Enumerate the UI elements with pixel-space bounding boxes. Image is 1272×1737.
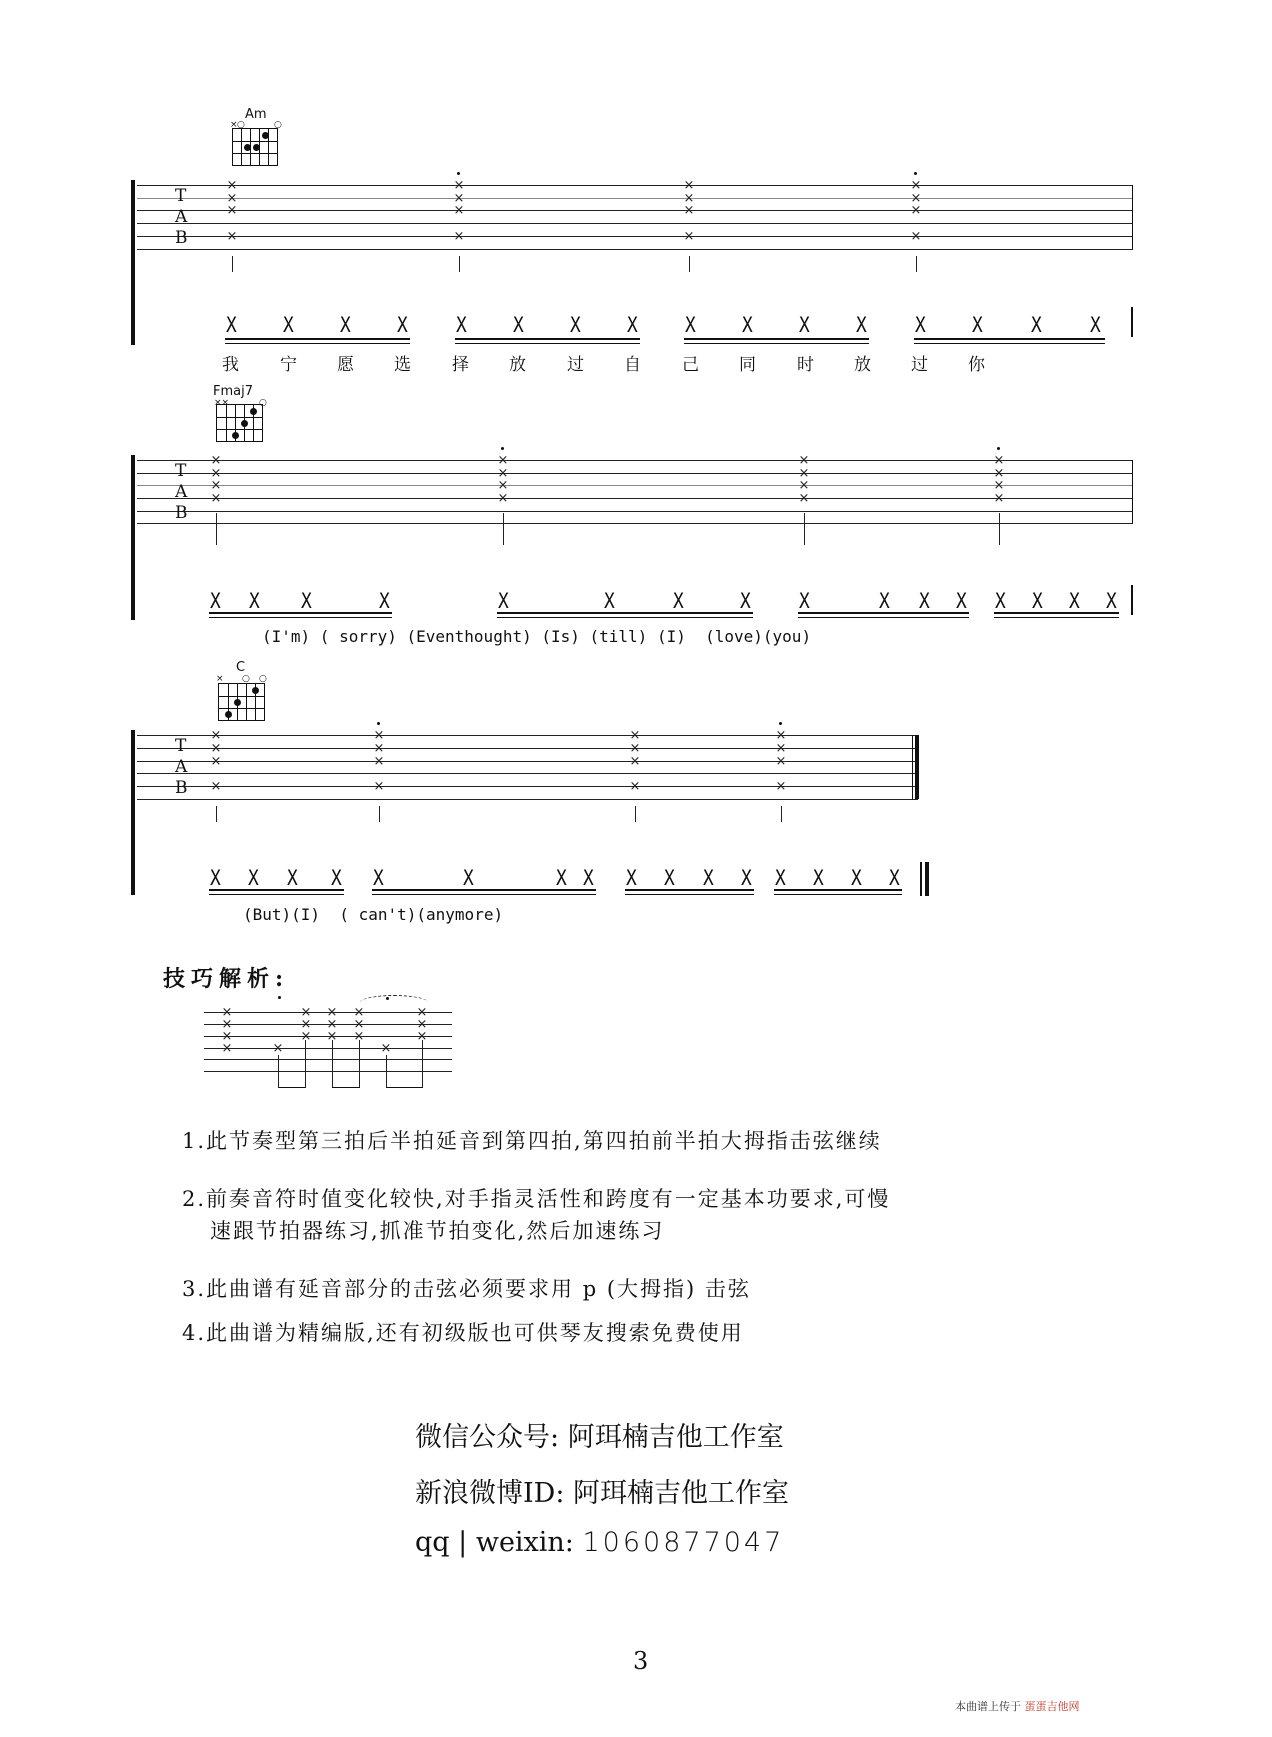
rhythm-x: X <box>741 313 753 337</box>
x-note-icon: × <box>629 779 641 794</box>
open-string-icon: ○ <box>259 398 267 408</box>
stem <box>781 806 782 822</box>
rhythm-x: X <box>455 313 467 337</box>
lyric-char: 时 <box>797 355 814 375</box>
x-note-icon: × <box>210 754 222 769</box>
rhythm-x: X <box>918 589 930 613</box>
open-string-icon: ○ <box>259 674 267 684</box>
staff-line <box>137 761 918 762</box>
rhythm-x: X <box>855 313 867 337</box>
barline <box>1132 460 1133 523</box>
beam <box>625 894 754 895</box>
x-note-icon: × <box>210 466 222 481</box>
chord-diagram-fmaj7 <box>216 404 263 442</box>
staccato-dot-icon <box>377 722 380 725</box>
x-note-icon: × <box>683 229 695 244</box>
rhythm-x: X <box>798 589 810 613</box>
rhythm-x: X <box>282 313 294 337</box>
rhythm-x: X <box>1031 589 1043 613</box>
tab-letter-a: A <box>175 207 188 227</box>
staff-line <box>204 1048 452 1049</box>
staccato-dot-icon <box>914 172 917 175</box>
beam <box>497 617 753 618</box>
x-note-icon: × <box>226 178 238 193</box>
staff-line <box>204 1059 452 1060</box>
staff-line <box>137 786 918 787</box>
muted-string-icon: × <box>230 120 238 130</box>
staff-line <box>137 185 1133 186</box>
tab-letter-t: T <box>175 461 187 481</box>
x-note-icon: × <box>775 779 787 794</box>
rhythm-x: X <box>603 589 615 613</box>
rhythm-x: X <box>582 866 594 890</box>
rhythm-x: X <box>812 866 824 890</box>
measure-end-bar <box>1131 585 1133 615</box>
x-note-icon: × <box>453 191 465 206</box>
beam <box>455 343 640 344</box>
stem <box>379 806 380 822</box>
rhythm-x: X <box>1089 313 1101 337</box>
stem <box>305 1040 306 1087</box>
tab-letter-b: B <box>175 228 188 248</box>
technique-note-4: 4.此曲谱为精编版,还有初级版也可供琴友搜索免费使用 <box>182 1321 744 1345</box>
x-note-icon: × <box>210 741 222 756</box>
lyric-char: 选 <box>394 355 411 375</box>
stem <box>386 1055 387 1087</box>
watermark-text: 本曲谱上传于 <box>955 1700 1021 1713</box>
stem <box>359 1040 360 1087</box>
x-note-icon: × <box>775 741 787 756</box>
staff-line <box>137 460 1133 461</box>
beam <box>774 889 902 891</box>
x-note-icon: × <box>798 478 810 493</box>
beam <box>684 338 869 340</box>
staff-line <box>137 473 1133 474</box>
stem <box>278 1055 279 1087</box>
x-note-icon: × <box>210 453 222 468</box>
x-note-icon: × <box>353 1005 365 1020</box>
x-note-icon: × <box>221 1029 233 1044</box>
stem <box>503 513 504 545</box>
rhythm-x: X <box>914 313 926 337</box>
lyric-char: 放 <box>509 355 526 375</box>
x-note-icon: × <box>326 1017 338 1032</box>
x-note-icon: × <box>775 728 787 743</box>
staff-line <box>137 511 1133 512</box>
beam <box>209 894 344 895</box>
technique-note-2-cont: 速跟节拍器练习,抓准节拍变化,然后加速练习 <box>210 1219 665 1243</box>
x-note-icon: × <box>453 203 465 218</box>
x-note-icon: × <box>910 191 922 206</box>
stem <box>216 806 217 822</box>
stem <box>999 513 1000 545</box>
rhythm-x: X <box>672 589 684 613</box>
staff-line <box>137 748 918 749</box>
lyric-char: 过 <box>911 355 928 375</box>
rhythm-x: X <box>1030 313 1042 337</box>
rhythm-x: X <box>971 313 983 337</box>
staff-line <box>204 1071 452 1072</box>
beam <box>497 612 753 614</box>
technique-heading: 技巧解析: <box>163 966 290 992</box>
x-note-icon: × <box>910 203 922 218</box>
open-string-icon: ○ <box>242 674 250 684</box>
staff-line <box>137 223 1133 224</box>
lyrics-row: (I'm) ( sorry) (Eventhought) (Is) (till) (I) (love)(you) <box>262 627 812 646</box>
chord-diagram-am <box>232 128 278 166</box>
rhythm-x: X <box>994 589 1006 613</box>
beam <box>774 894 902 895</box>
x-note-icon: × <box>993 478 1005 493</box>
beam <box>455 338 640 340</box>
rhythm-x: X <box>209 866 221 890</box>
rhythm-x: X <box>497 589 509 613</box>
x-note-icon: × <box>993 466 1005 481</box>
rhythm-x: X <box>330 866 342 890</box>
rhythm-x: X <box>740 866 752 890</box>
open-string-icon: ○ <box>274 120 282 130</box>
stem <box>332 1040 333 1087</box>
beam <box>278 1087 306 1088</box>
rhythm-x: X <box>702 866 714 890</box>
x-note-icon: × <box>353 1029 365 1044</box>
x-note-icon: × <box>497 466 509 481</box>
lyric-char: 己 <box>682 355 699 375</box>
staff-line <box>137 249 1133 250</box>
rhythm-x: X <box>372 866 384 890</box>
beam <box>994 617 1119 618</box>
x-note-icon: × <box>453 229 465 244</box>
chord-name-c: C <box>236 660 246 675</box>
barline <box>1132 185 1133 249</box>
rhythm-x: X <box>774 866 786 890</box>
muted-string-icon: ×× <box>214 398 230 408</box>
final-barline-thin <box>912 735 913 799</box>
rhythm-x: X <box>850 866 862 890</box>
staff-line <box>137 735 918 736</box>
x-note-icon: × <box>910 178 922 193</box>
chord-diagram-c <box>218 683 265 721</box>
staccato-dot-icon <box>278 996 281 999</box>
x-note-icon: × <box>300 1005 312 1020</box>
staff-line <box>137 498 1133 499</box>
system-bracket <box>131 730 135 895</box>
x-note-icon: × <box>300 1029 312 1044</box>
rhythm-x: X <box>247 866 259 890</box>
rhythm-x: X <box>878 589 890 613</box>
rhythm-x: X <box>1105 589 1117 613</box>
stem <box>916 256 917 272</box>
beam <box>225 343 410 344</box>
measure-end-bar <box>1131 307 1133 337</box>
beam <box>798 612 969 614</box>
wechat-value: 阿珥楠吉他工作室 <box>567 1422 784 1453</box>
staff-line <box>137 799 918 800</box>
rhythm-x: X <box>888 866 900 890</box>
rhythm-x: X <box>955 589 967 613</box>
x-note-icon: × <box>373 779 385 794</box>
x-note-icon: × <box>629 754 641 769</box>
x-note-icon: × <box>629 741 641 756</box>
x-note-icon: × <box>416 1005 428 1020</box>
x-note-icon: × <box>497 491 509 506</box>
staff-line <box>137 236 1133 237</box>
technique-note-1: 1.此节奏型第三拍后半拍延音到第四拍,第四拍前半拍大拇指击弦继续 <box>182 1129 882 1153</box>
rhythm-x: X <box>625 866 637 890</box>
staff-line <box>137 523 1133 524</box>
x-note-icon: × <box>272 1041 284 1056</box>
tab-letter-t: T <box>175 186 187 206</box>
beam <box>372 889 596 891</box>
technique-note-3: 3.此曲谱有延音部分的击弦必须要求用 p (大拇指) 击弦 <box>182 1277 751 1301</box>
x-note-icon: × <box>326 1029 338 1044</box>
x-note-icon: × <box>453 178 465 193</box>
x-note-icon: × <box>300 1017 312 1032</box>
staccato-dot-icon <box>997 447 1000 450</box>
weibo-label: 新浪微博ID: <box>415 1478 565 1509</box>
rhythm-x: X <box>569 313 581 337</box>
final-bar-thin <box>920 862 922 896</box>
beam <box>994 612 1119 614</box>
rhythm-x: X <box>663 866 675 890</box>
x-note-icon: × <box>226 191 238 206</box>
technique-note-2: 2.前奏音符时值变化较快,对手指灵活性和跨度有一定基本功要求,可慢 <box>182 1187 891 1211</box>
beam <box>625 889 754 891</box>
x-note-icon: × <box>993 491 1005 506</box>
x-note-icon: × <box>416 1017 428 1032</box>
lyric-char: 宁 <box>280 355 297 375</box>
x-note-icon: × <box>221 1041 233 1056</box>
x-note-icon: × <box>416 1029 428 1044</box>
x-note-icon: × <box>210 491 222 506</box>
rhythm-x: X <box>396 313 408 337</box>
rhythm-x: X <box>684 313 696 337</box>
tab-letter-b: B <box>175 778 188 798</box>
x-note-icon: × <box>353 1017 365 1032</box>
lyric-char: 过 <box>567 355 584 375</box>
x-note-icon: × <box>380 1041 392 1056</box>
final-bar-thick <box>925 862 929 896</box>
wechat-label: 微信公众号: <box>415 1422 560 1453</box>
x-note-icon: × <box>798 491 810 506</box>
watermark-brand: 蛋蛋吉他网 <box>1024 1700 1080 1713</box>
beam <box>798 617 969 618</box>
x-note-icon: × <box>226 229 238 244</box>
beam <box>684 343 869 344</box>
rhythm-x: X <box>339 313 351 337</box>
x-note-icon: × <box>373 728 385 743</box>
beam <box>914 338 1105 340</box>
lyric-char: 愿 <box>337 355 354 375</box>
lyric-char: 你 <box>968 355 985 375</box>
x-note-icon: × <box>798 453 810 468</box>
tab-letter-a: A <box>175 757 188 777</box>
weibo-value: 阿珥楠吉他工作室 <box>573 1478 790 1509</box>
tab-letter-b: B <box>175 503 188 523</box>
x-note-icon: × <box>910 229 922 244</box>
rhythm-x: X <box>248 589 260 613</box>
tab-letter-a: A <box>175 482 188 502</box>
beam <box>386 1087 423 1088</box>
stem <box>459 256 460 272</box>
page-number: 3 <box>633 1647 649 1675</box>
x-note-icon: × <box>373 754 385 769</box>
chord-name-am: Am <box>245 107 267 122</box>
lyrics-row: (But)(I) ( can't)(anymore) <box>243 905 504 924</box>
stem <box>804 513 805 545</box>
qq-value: 1060877047 <box>582 1527 785 1558</box>
stem <box>232 256 233 272</box>
staccato-dot-icon <box>779 722 782 725</box>
rhythm-x: X <box>555 866 567 890</box>
stem <box>422 1040 423 1087</box>
x-note-icon: × <box>497 453 509 468</box>
staff-line <box>137 210 1133 211</box>
stem <box>635 806 636 822</box>
rhythm-x: X <box>209 589 221 613</box>
rhythm-x: X <box>739 589 751 613</box>
x-note-icon: × <box>798 466 810 481</box>
x-note-icon: × <box>326 1005 338 1020</box>
staccato-dot-icon <box>501 447 504 450</box>
system-bracket <box>131 455 135 620</box>
x-note-icon: × <box>210 779 222 794</box>
beam <box>914 343 1105 344</box>
open-string-icon: ○ <box>237 120 245 130</box>
x-note-icon: × <box>226 203 238 218</box>
x-note-icon: × <box>683 191 695 206</box>
muted-string-icon: × <box>216 674 224 684</box>
x-note-icon: × <box>775 754 787 769</box>
staff-line <box>137 485 1133 486</box>
lyric-char: 我 <box>222 355 239 375</box>
lyric-char: 放 <box>854 355 871 375</box>
lyric-char: 自 <box>624 355 641 375</box>
staccato-dot-icon <box>457 172 460 175</box>
beam <box>209 889 344 891</box>
stem <box>689 256 690 272</box>
rhythm-x: X <box>626 313 638 337</box>
chord-name-fmaj7: Fmaj7 <box>213 384 253 399</box>
x-note-icon: × <box>629 728 641 743</box>
tab-letter-t: T <box>175 736 187 756</box>
beam <box>372 894 596 895</box>
qq-label: qq | weixin: <box>415 1527 574 1558</box>
x-note-icon: × <box>221 1005 233 1020</box>
x-note-icon: × <box>993 453 1005 468</box>
rhythm-x: X <box>462 866 474 890</box>
rhythm-x: X <box>512 313 524 337</box>
x-note-icon: × <box>497 478 509 493</box>
x-note-icon: × <box>210 728 222 743</box>
rhythm-x: X <box>378 589 390 613</box>
beam <box>332 1087 360 1088</box>
staccato-dot-icon <box>386 997 389 1000</box>
beam <box>209 612 392 614</box>
rhythm-x: X <box>225 313 237 337</box>
x-note-icon: × <box>683 178 695 193</box>
staff-line <box>137 198 1133 199</box>
rhythm-x: X <box>286 866 298 890</box>
final-barline-thick <box>915 735 919 799</box>
x-note-icon: × <box>373 741 385 756</box>
lyric-char: 择 <box>452 355 469 375</box>
staff-line <box>137 773 918 774</box>
beam <box>225 338 410 340</box>
x-note-icon: × <box>683 203 695 218</box>
watermark <box>955 1698 1080 1714</box>
rhythm-x: X <box>798 313 810 337</box>
system-bracket <box>131 180 135 345</box>
stem <box>216 513 217 545</box>
rhythm-x: X <box>300 589 312 613</box>
x-note-icon: × <box>221 1017 233 1032</box>
rhythm-x: X <box>1068 589 1080 613</box>
lyric-char: 同 <box>739 355 756 375</box>
x-note-icon: × <box>210 478 222 493</box>
beam <box>209 617 392 618</box>
